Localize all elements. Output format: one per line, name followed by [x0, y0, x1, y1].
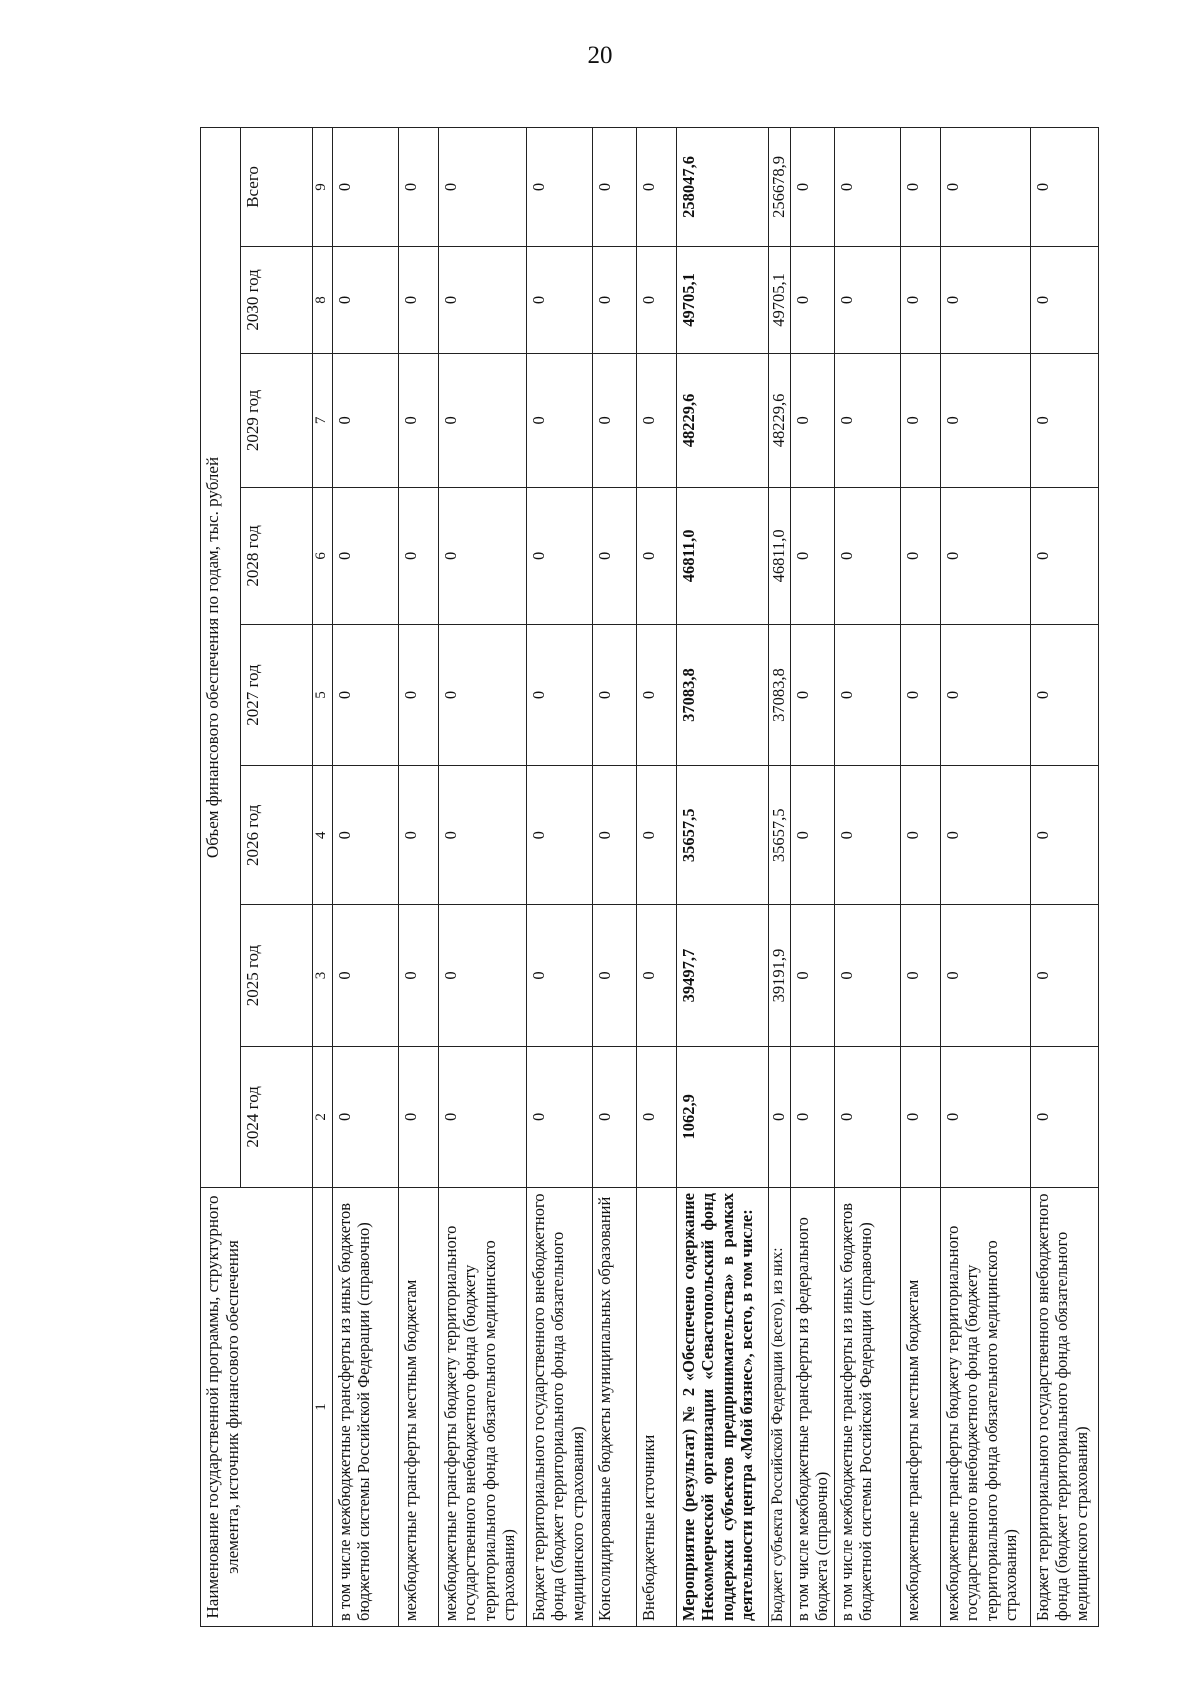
header-year: 2028 год: [241, 487, 313, 624]
cell-value: 0: [399, 1046, 439, 1187]
cell-value: 48229,6: [677, 353, 769, 487]
cell-value: 0: [333, 353, 399, 487]
cell-value: 0: [941, 905, 1031, 1046]
table-row: [835, 128, 901, 1627]
cell-value: 0: [333, 128, 399, 247]
cell-value: 0: [439, 1046, 527, 1187]
cell-value: 256678,9: [769, 128, 791, 247]
cell-value: 0: [637, 246, 677, 353]
column-number: 8: [313, 246, 333, 353]
cell-value: 0: [941, 128, 1031, 247]
table-row: [791, 128, 835, 1627]
row-label: межбюджетные трансферты бюджету территориального государственного внебюджетного фонда (бюджету территориального фонда обязательного медицинского страхования): [439, 1188, 527, 1627]
header-total: Всего: [241, 128, 313, 247]
row-label: Мероприятие (результат) № 2 «Обеспечено содержание Некоммерческой организации «Севастопольский фонд поддержки субъектов предпринимательства» в рамках деятельности центра «Мой бизнес», всего, в том числе:: [677, 1188, 769, 1627]
cell-value: 49705,1: [677, 246, 769, 353]
row-label: межбюджетные трансферты бюджету территориального государственного внебюджетного фонда (бюджету территориального фонда обязательного медицинского страхования): [941, 1188, 1031, 1627]
cell-value: 0: [439, 128, 527, 247]
cell-value: 0: [941, 487, 1031, 624]
header-year: 2027 год: [241, 624, 313, 765]
cell-value: 0: [637, 128, 677, 247]
column-number: 2: [313, 1046, 333, 1187]
cell-value: 39191,9: [769, 905, 791, 1046]
header-year: 2026 год: [241, 766, 313, 905]
row-label: межбюджетные трансферты местным бюджетам: [399, 1188, 439, 1627]
cell-value: 0: [333, 487, 399, 624]
column-number: 6: [313, 487, 333, 624]
cell-value: 0: [1031, 246, 1099, 353]
header-year: 2029 год: [241, 353, 313, 487]
table-row: [901, 128, 941, 1627]
cell-value: 0: [835, 353, 901, 487]
cell-value: 46811,0: [677, 487, 769, 624]
cell-value: 0: [333, 624, 399, 765]
cell-value: 0: [835, 246, 901, 353]
cell-value: 0: [901, 246, 941, 353]
column-number: 7: [313, 353, 333, 487]
cell-value: 0: [1031, 624, 1099, 765]
cell-value: 0: [791, 487, 835, 624]
cell-value: 39497,7: [677, 905, 769, 1046]
cell-value: 0: [399, 487, 439, 624]
page-number: 20: [587, 42, 613, 69]
cell-value: 0: [527, 246, 593, 353]
cell-value: 0: [791, 624, 835, 765]
cell-value: 0: [439, 487, 527, 624]
column-number: 1: [313, 1188, 333, 1627]
cell-value: 0: [593, 624, 637, 765]
cell-value: 0: [333, 905, 399, 1046]
cell-value: 0: [527, 128, 593, 247]
cell-value: 0: [593, 766, 637, 905]
column-number-row: [313, 128, 333, 1627]
cell-value: 0: [1031, 1046, 1099, 1187]
cell-value: 0: [527, 487, 593, 624]
cell-value: 0: [439, 905, 527, 1046]
cell-value: 0: [901, 128, 941, 247]
table-row: [399, 128, 439, 1627]
cell-value: 0: [333, 766, 399, 905]
table-row: [333, 128, 399, 1627]
cell-value: 0: [637, 905, 677, 1046]
cell-value: 0: [527, 766, 593, 905]
cell-value: 0: [439, 624, 527, 765]
cell-value: 0: [637, 624, 677, 765]
cell-value: 0: [791, 246, 835, 353]
cell-value: 0: [333, 1046, 399, 1187]
cell-value: 0: [399, 246, 439, 353]
cell-value: 0: [1031, 128, 1099, 247]
cell-value: 0: [593, 1046, 637, 1187]
cell-value: 0: [399, 353, 439, 487]
cell-value: 0: [901, 624, 941, 765]
cell-value: 0: [835, 487, 901, 624]
cell-value: 0: [593, 353, 637, 487]
table-row: [677, 128, 769, 1627]
cell-value: 0: [941, 766, 1031, 905]
cell-value: 0: [333, 246, 399, 353]
cell-value: 0: [791, 905, 835, 1046]
cell-value: 0: [593, 128, 637, 247]
row-label: межбюджетные трансферты местным бюджетам: [901, 1188, 941, 1627]
cell-value: 0: [1031, 766, 1099, 905]
column-number: 3: [313, 905, 333, 1046]
cell-value: 0: [835, 624, 901, 765]
cell-value: 258047,6: [677, 128, 769, 247]
cell-value: 0: [901, 353, 941, 487]
cell-value: 37083,8: [677, 624, 769, 765]
row-label: в том числе межбюджетные трансферты из федерального бюджета (справочно): [791, 1188, 835, 1627]
row-label: Бюджет территориального государственного внебюджетного фонда (бюджет территориального фонда обязательного медицинского страхования): [527, 1188, 593, 1627]
cell-value: 49705,1: [769, 246, 791, 353]
cell-value: 0: [637, 766, 677, 905]
cell-value: 0: [527, 905, 593, 1046]
cell-value: 0: [941, 1046, 1031, 1187]
row-label: Внебюджетные источники: [637, 1188, 677, 1627]
cell-value: 0: [637, 1046, 677, 1187]
cell-value: 1062,9: [677, 1046, 769, 1187]
cell-value: 0: [399, 128, 439, 247]
cell-value: 46811,0: [769, 487, 791, 624]
table-row: [637, 128, 677, 1627]
table-row: [941, 128, 1031, 1627]
cell-value: 0: [901, 905, 941, 1046]
cell-value: 0: [791, 128, 835, 247]
cell-value: 0: [593, 246, 637, 353]
cell-value: 37083,8: [769, 624, 791, 765]
row-label: в том числе межбюджетные трансферты из иных бюджетов бюджетной системы Российской Федерации (справочно): [333, 1188, 399, 1627]
table-row: [1031, 128, 1099, 1627]
cell-value: 0: [1031, 487, 1099, 624]
header-year: 2030 год: [241, 246, 313, 353]
cell-value: 0: [527, 353, 593, 487]
row-label: в том числе межбюджетные трансферты из иных бюджетов бюджетной системы Российской Федерации (справочно): [835, 1188, 901, 1627]
cell-value: 0: [835, 1046, 901, 1187]
rotated-table-container: [200, 127, 1091, 1627]
cell-value: 0: [941, 624, 1031, 765]
table-row: [439, 128, 527, 1627]
row-label: Бюджет территориального государственного внебюджетного фонда (бюджет территориального фонда обязательного медицинского страхования): [1031, 1188, 1099, 1627]
cell-value: 0: [791, 353, 835, 487]
header-volume-column: Объем финансового обеспечения по годам, тыс. рублей: [201, 128, 241, 1188]
cell-value: 0: [593, 905, 637, 1046]
cell-value: 0: [791, 766, 835, 905]
cell-value: 0: [399, 905, 439, 1046]
cell-value: 0: [835, 128, 901, 247]
cell-value: 0: [901, 1046, 941, 1187]
cell-value: 0: [637, 487, 677, 624]
column-number: 4: [313, 766, 333, 905]
cell-value: 0: [901, 766, 941, 905]
column-number: 9: [313, 128, 333, 247]
cell-value: 0: [1031, 353, 1099, 487]
cell-value: 0: [1031, 905, 1099, 1046]
table-row: [769, 128, 791, 1627]
cell-value: 0: [791, 1046, 835, 1187]
cell-value: 35657,5: [769, 766, 791, 905]
cell-value: 0: [439, 246, 527, 353]
cell-value: 0: [941, 353, 1031, 487]
row-label: Бюджет субъекта Российской Федерации (всего), из них:: [769, 1188, 791, 1627]
table-row: [593, 128, 637, 1627]
cell-value: 0: [527, 624, 593, 765]
cell-value: 0: [439, 353, 527, 487]
table-row: [527, 128, 593, 1627]
header-name-column: Наименование государственной программы, структурного элемента, источник финансового обеспечения: [201, 1188, 313, 1627]
cell-value: 0: [593, 487, 637, 624]
budget-table: [200, 127, 1099, 1627]
cell-value: 0: [527, 1046, 593, 1187]
cell-value: 0: [399, 766, 439, 905]
cell-value: 0: [835, 766, 901, 905]
cell-value: 0: [439, 766, 527, 905]
cell-value: 0: [941, 246, 1031, 353]
cell-value: 0: [835, 905, 901, 1046]
header-year: 2025 год: [241, 905, 313, 1046]
cell-value: 0: [769, 1046, 791, 1187]
row-label: Консолидированные бюджеты муниципальных образований: [593, 1188, 637, 1627]
header-year: 2024 год: [241, 1046, 313, 1187]
cell-value: 0: [637, 353, 677, 487]
cell-value: 0: [399, 624, 439, 765]
cell-value: 0: [901, 487, 941, 624]
cell-value: 48229,6: [769, 353, 791, 487]
cell-value: 35657,5: [677, 766, 769, 905]
column-number: 5: [313, 624, 333, 765]
